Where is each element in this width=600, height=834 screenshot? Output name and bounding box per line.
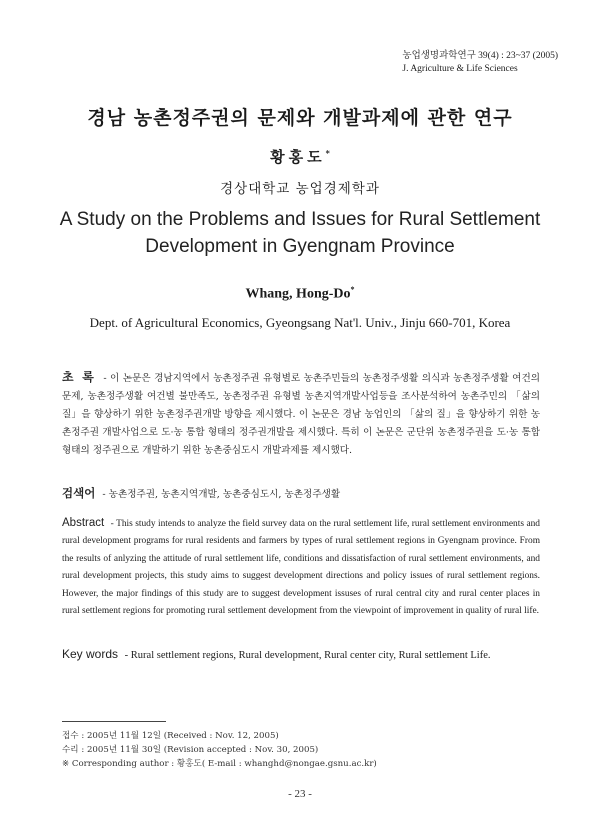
author-english-name: Whang, Hong-Do: [245, 286, 351, 302]
footnotes: [62, 729, 540, 771]
keywords-korean-heading: 검색어: [62, 486, 96, 500]
author-korean: [0, 146, 600, 167]
page-number: - 23 -: [288, 788, 312, 800]
author-english: [0, 285, 600, 303]
title-english-line2: Development in Gyengnam Province: [145, 236, 455, 257]
journal-name-en: J. Agriculture & Life Sciences: [402, 63, 518, 74]
affiliation-english: Dept. of Agricultural Economics, Gyeongsang Nat'l. Univ., Jinju 660-701, Korea: [89, 315, 511, 330]
keywords-korean: [62, 484, 540, 504]
abstract-korean-text: - 이 논문은 경남지역에서 농촌정주권 유형별로 농촌주민들의 농촌정주생활 의식과 농촌정주생활 여건의 문제, 농촌정주생활 여건별 불만족도, 농촌정주권 유형별 농촌지역개발사업등을 조사분석하여 농촌주민의 「삶의 질」을 향상하기 위한 농촌정주권개발 방향을 제시했다. 이 논문은 경남 농업인의 「삶의 질」을 향상하기 위한 농촌정주권 개발사업으로 도·농 통합 형태의 정주권개발을 제시했다. 특히 이 논문은 군단위 농촌정주권을 도·농 통합 형태의 정주권으로 개발하기 위한 농촌중심도시 개발과제를 제시했다.: [62, 373, 540, 456]
journal-citation: 농업생명과학연구 39(4) : 23~37 (2005): [402, 51, 558, 61]
keywords-korean-text: - 농촌정주권, 농촌지역개발, 농촌중심도시, 농촌정주생활: [102, 489, 341, 500]
footnote-corresponding: ※ Corresponding author : 황홍도( E-mail : whanghd@nongae.gsnu.ac.kr): [62, 759, 377, 769]
title-korean: 경남 농촌정주권의 문제와 개발과제에 관한 연구: [87, 107, 513, 129]
abstract-english-text: - This study intends to analyze the field survey data on the rural settlement life, rural settlement environments and rural development programs for rural residents and farmers by types of rural settlement regions in Gyengnam province. From the results of anlyzing the attitude of rural settlement life, conditions and dissatisfaction of rural settlement environments, and rural development projects, this study aims to suggest development directions and policy issues of rural settlement regions. However, the major findings of this study are to suggest development issuses of rural central city and rural center places in rural settlement regions for promoting rural settlement development from the viewpoint of improvement in quality of rural life.: [62, 519, 540, 617]
corresponding-mark: *: [325, 148, 330, 158]
abstract-english: [62, 515, 540, 620]
abstract-korean-heading: 초 록: [62, 370, 96, 384]
author-korean-name: 황홍도: [270, 148, 326, 166]
title-english-line1: A Study on the Problems and Issues for Rural Settlement: [59, 209, 541, 230]
title-english: [0, 206, 600, 260]
abstract-korean: [62, 368, 540, 460]
abstract-english-heading: Abstract: [62, 517, 105, 529]
keywords-english-heading: Key words: [62, 647, 119, 661]
footnote-received: 접수 : 2005년 11월 12일 (Received : Nov. 12, 2005): [62, 731, 279, 741]
corresponding-mark-en: *: [350, 285, 355, 294]
journal-header: [402, 50, 558, 75]
keywords-english-text: - Rural settlement regions, Rural development, Rural center city, Rural settlement Life.: [124, 650, 491, 661]
footnote-divider: [62, 721, 166, 722]
affiliation-korean: 경상대학교 농업경제학과: [220, 181, 380, 197]
footnote-accepted: 수리 : 2005년 11월 30일 (Revision accepted : Nov. 30, 2005): [62, 745, 319, 755]
keywords-english: [62, 645, 540, 665]
